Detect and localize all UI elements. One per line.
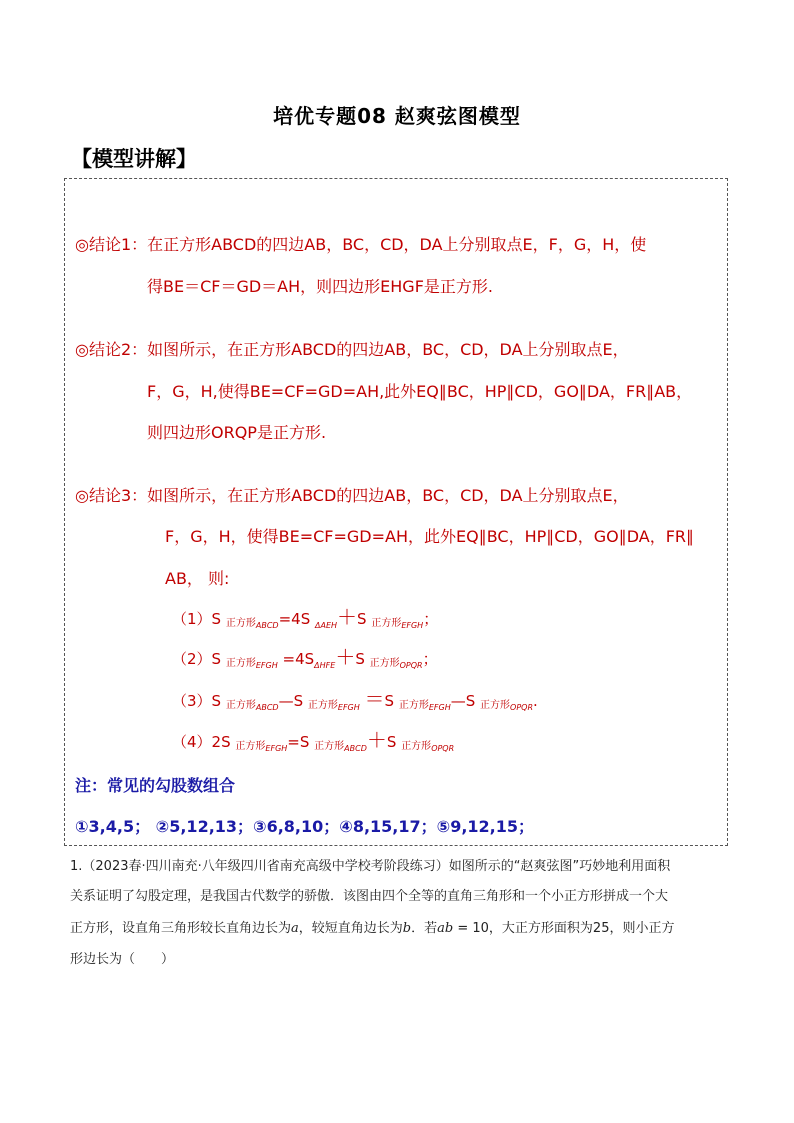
conclusion-3-line-3: AB， 则: xyxy=(165,569,230,588)
page-title: 培优专题08 赵爽弦图模型 xyxy=(273,104,521,128)
conclusion-3-line-1: ◎结论3：如图所示，在正方形ABCD的四边AB，BC，CD，DA上分别取点E， xyxy=(75,486,629,505)
problem-line-3: 正方形，设直角三角形较长直角边长为a，较短直角边长为b．若ab = 10，大正方形面积为25，则小正方 xyxy=(70,921,675,936)
formula-1: （1）S 正方形$_{ABCD}$=4S $_{\Delta AEH}$＋S 正方形$_{EFGH}$； xyxy=(172,605,439,630)
conclusion-3-line-2: F，G，H，使得BE=CF=GD=AH，此外EQ∥BC，HP∥CD，GO∥DA，FR∥ xyxy=(165,527,695,546)
conclusion-2-line-3: 则四边形ORQP是正方形. xyxy=(147,423,327,442)
formula-3: （3）S 正方形$_{ABCD}$—S 正方形$_{EFGH}$ ＝S 正方形$_{EFGH}$—S 正方形$_{OPQR}$. xyxy=(172,687,538,712)
conclusion-2-line-1: ◎结论2：如图所示，在正方形ABCD的四边AB，BC，CD，DA上分别取点E， xyxy=(75,340,629,359)
problem-line-1: 1.（2023春·四川南充·八年级四川省南充高级中学校考阶段练习）如图所示的“赵爽弦图”巧妙地利用面积 xyxy=(70,859,671,874)
pythagorean-triples-list: ①3,4,5； ②5,12,13；③6,8,10；④8,15,17；⑤9,12,15； xyxy=(75,817,535,836)
note-heading: 注：常见的勾股数组合 xyxy=(75,776,236,795)
problem-line-4: 形边长为（ ） xyxy=(70,952,175,967)
section-heading: 【模型讲解】 xyxy=(71,147,197,171)
formula-4: （4）2S 正方形$_{EFGH}$=S 正方形$_{ABCD}$＋S 正方形$_{OPQR}$ xyxy=(172,728,455,753)
problem-line-2: 关系证明了勾股定理，是我国古代数学的骄傲．该图由四个全等的直角三角形和一个小正方形拼成一个大 xyxy=(70,889,669,904)
conclusion-1-line-1: ◎结论1：在正方形ABCD的四边AB，BC，CD，DA上分别取点E，F，G，H，使 xyxy=(75,235,647,254)
conclusion-1-line-2: 得BE＝CF＝GD＝AH，则四边形EHGF是正方形. xyxy=(147,277,493,296)
formula-2: （2）S 正方形$_{EFGH} =4S_{\Delta HFE}+S$ 正方形$_{OPQR}$； xyxy=(172,645,438,670)
conclusion-2-line-2: F，G，H,使得BE=CF=GD=AH,此外EQ∥BC，HP∥CD，GO∥DA，FR∥AB， xyxy=(147,382,693,401)
